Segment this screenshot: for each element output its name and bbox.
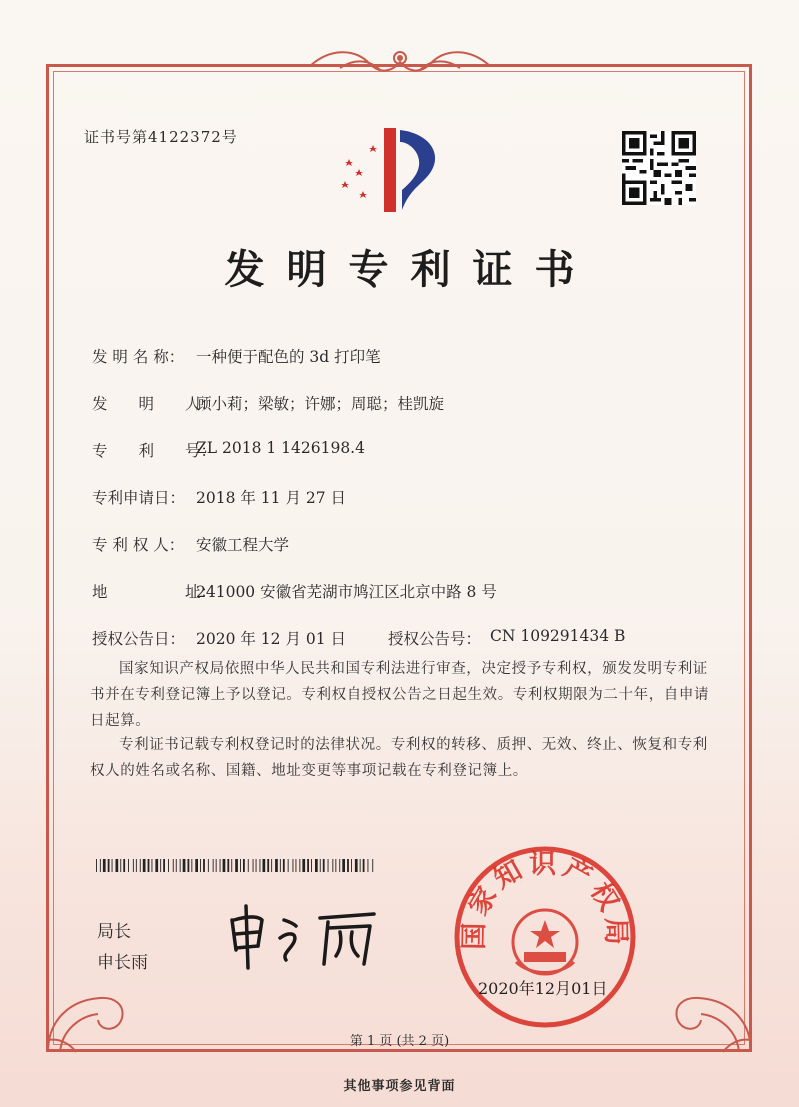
national-emblem-icon [513,910,577,974]
director-title: 局长 [97,922,131,942]
address-label: 地 址： [92,583,217,601]
director-name: 申长雨 [97,953,148,973]
cnipa-logo [324,120,454,216]
filing-date-label: 专利申请日： [92,489,186,507]
seal-date: 2020年12月01日 [478,979,608,998]
invention-name-label: 发 明 名 称： [92,348,185,366]
patentee-value: 安徽工程大学 [196,536,290,554]
filing-date-value: 2018 年 11 月 27 日 [196,489,347,507]
back-note: 其他事项参见背面 [343,1079,456,1094]
inner-border [53,71,745,1045]
grant-date-value: 2020 年 12 月 01 日 [196,630,347,648]
official-seal [450,842,640,1032]
inventors-value: 顾小莉；梁敏；许娜；周聪；桂凯旋 [196,395,445,413]
grant-number-value: CN 109291434 B [490,627,626,645]
barcode [96,859,374,872]
inventors-label: 发 明 人： [92,395,217,413]
grant-date-label: 授权公告日： [92,630,186,648]
qr-code [622,131,696,205]
patent-number-value: ZL 2018 1 1426198.4 [196,439,365,457]
address-value: 241000 安徽省芜湖市鸠江区北京中路 8 号 [196,583,497,601]
certificate-number: 证书号第4122372号 [84,128,238,146]
patentee-label: 专 利 权 人： [92,536,185,554]
seal-text: 国家知识产权局 [458,848,632,951]
top-ornament [300,46,500,82]
body-paragraph-1: 国家知识产权局依照中华人民共和国专利法进行审查，决定授予专利权，颁发发明专利证书并在专利登记簿上予以登记。专利权自授权公告之日起生效。专利权期限为二十年，自申请日起算。 [90,661,710,729]
handwritten-signature [224,898,384,973]
document-title: 发明专利证书 [224,246,597,293]
page-number: 第 1 页 (共 2 页) [349,1034,450,1049]
invention-name-value: 一种便于配色的 3d 打印笔 [196,348,381,366]
patent-number-label: 专 利 号： [92,442,217,460]
grant-number-label: 授权公告号： [388,630,482,648]
body-paragraph-2: 专利证书记载专利权登记时的法律状况。专利权的转移、质押、无效、终止、恢复和专利权人的姓名或名称、国籍、地址变更等事项记载在专利登记簿上。 [90,737,708,779]
